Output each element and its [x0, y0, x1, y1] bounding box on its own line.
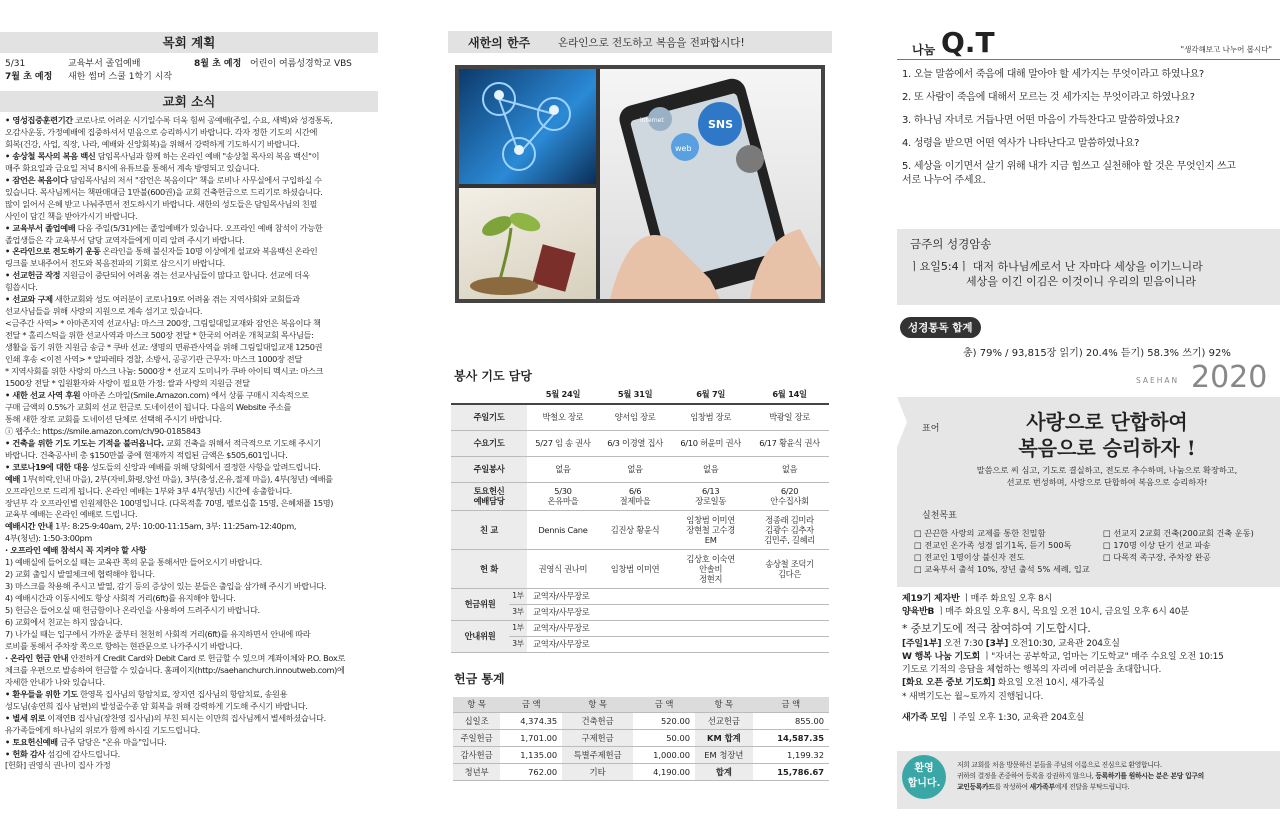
prayer-cell: 송상철 조덕기 김다은 — [750, 549, 829, 588]
info-line: * 새벽기도는 월~토까지 진행됩니다. — [902, 691, 1044, 702]
smartphone-photo — [600, 69, 821, 299]
qt-questions — [902, 68, 1236, 197]
part-label: 1부 — [509, 620, 527, 636]
offering-item: 주일헌금 — [453, 729, 500, 746]
news-line: 교육부 예배는 온라인 예배로 드립니다. — [5, 509, 138, 520]
news-line: 졸업생들은 각 교육부서 담당 교역자들에게 미리 알려 주시기 바랍니다. — [5, 234, 245, 245]
welcome-line: 교인등록카드를 작성하여 새가족부에게 전달을 부탁드립니다. — [957, 783, 1130, 791]
prayer-cell: 5/30 온유마을 — [527, 482, 599, 510]
welcome-line: 저희 교회를 처음 방문하신 분들을 주님의 이름으로 진심으로 환영합니다. — [957, 761, 1162, 769]
prayer-cell: 없음 — [599, 456, 671, 482]
news-line: 바랍니다. 건축공사비 총 $150만불 중에 현재까지 적립된 금액은 $505,601입니다. — [5, 449, 288, 460]
memory-verse-title: 금주의 성경암송 — [910, 237, 992, 251]
prayer-cell: 임창범 장로 — [671, 404, 750, 430]
welcome-text — [957, 760, 1204, 793]
news-line: 4부(청년): 1:50-3:00pm — [5, 533, 92, 544]
sprout-icon — [459, 188, 596, 299]
goal-item: □ 교육부서 출석 10%, 장년 출석 5% 세례, 입교 — [914, 564, 1090, 574]
goals-right — [1103, 527, 1254, 563]
news-line: 7) 나가실 때는 입구에서 가까운 줄부터 천천히 사회적 거리(6ft)를 유지하면서 안내에 따라 — [5, 628, 311, 639]
offering-amount: 14,587.35 — [753, 729, 829, 746]
left-column — [0, 0, 378, 817]
news-line: • 건축을 위한 기도 기도는 기적을 불러옵니다. 교회 건축을 위해서 적극적으로 기도해 주시기 — [5, 437, 321, 448]
offering-amount: 1,135.00 — [500, 746, 562, 763]
news-title: 교회 소식 — [0, 91, 378, 112]
offering-item: EM 청장년 — [695, 746, 753, 763]
offering-row — [453, 729, 829, 746]
prayer-cell: 6/6 절제마을 — [599, 482, 671, 510]
offering-amount: 1,701.00 — [500, 729, 562, 746]
info-line: 제19기 제자반 ㅣ매주 화요일 오후 8시 — [902, 594, 1053, 604]
news-line: 회복(건강, 사업, 직장, 나라, 예배와 신앙회복)을 위해서 강력하게 기도하시기 바랍니다. — [5, 138, 300, 149]
motto-line: 복음으로 승리하자 ! — [1018, 436, 1196, 460]
schedule — [0, 53, 378, 87]
right-column — [897, 0, 1280, 817]
prayer-cell: 6/20 안수집사회 — [750, 482, 829, 510]
news-line: * 지역사회를 위한 사랑의 마스크 나눔: 5000장 * 선교지 도미니카 쿠바 아이티 멕시코: 마스크 — [5, 366, 324, 377]
offering-row — [453, 746, 829, 763]
news-line: • 헌화 감사 섬김에 감사드립니다. — [5, 748, 120, 759]
staff-cell: 교역자/사무장로 — [527, 620, 829, 636]
welcome-line: 귀하의 결정을 존중하여 등록을 강권하지 않으나, 등록하기를 원하시는 분은 본당 입구의 — [957, 772, 1204, 780]
prayer-row-label: 수요기도 — [451, 430, 527, 456]
goal-item: □ 끈끈한 사랑의 교제를 통한 친밀함 — [914, 528, 1046, 538]
news-line: 성도님(송연희 집사 남편)의 발성골수종 암 회복을 위해 강력하게 기도해 주시기 바랍니다. — [5, 700, 308, 711]
goal-item: □ 선교지 2교회 건축(200교회 건축 운동) — [1103, 528, 1254, 538]
offer-committee-label: 헌금위원 — [451, 588, 509, 620]
motto-subtext — [937, 464, 1277, 488]
part-label: 1부 — [509, 588, 527, 604]
goal-item: □ 전교인 1명이상 불신자 전도 — [914, 552, 1025, 562]
offering-row — [453, 712, 829, 729]
hanju-photo — [455, 65, 825, 303]
news-line: 예배 1부(히락,인내 마을), 2부(자비,화평,양선 마을), 3부(충성,온유,절제 마을), 4부(청년) 예배를 — [5, 473, 333, 484]
schedule-item: 교육부서 졸업예배 — [68, 59, 141, 69]
goal-item: □ 170명 이상 단기 선교 파송 — [1103, 540, 1211, 550]
qt-title: Q.T — [941, 26, 995, 59]
news-line: 오감사운동, 가정예배에 집중하셔서 믿음으로 승리하시기 바랍니다. 각자 정한 기도의 시간에 — [5, 126, 318, 137]
offering-item: 건축헌금 — [562, 712, 633, 729]
welcome-badge — [902, 755, 946, 799]
news-line: 전달 * 홀리스틱을 위한 선교사역과 마스크 500장 전달 * 한국의 어려운 개척교회 목사님들: — [5, 330, 314, 341]
part-label: 3부 — [509, 604, 527, 620]
prayer-cell: 정종래 김미라 김광수 김추자 김민주, 길혜리 — [750, 510, 829, 549]
schedule-date: 8월 초 예정 — [194, 59, 242, 69]
news-line: 4) 예배시간과 이동시에도 항상 사회적 거리(6ft)를 유지해야 합니다. — [5, 593, 236, 604]
news-line: 예배시간 안내 1부: 8:25-9:40am, 2부: 10:00-11:15am, 3부: 11:25am-12:40pm, — [5, 521, 297, 532]
date-header: 6월 14일 — [750, 384, 829, 404]
info-line: [주일1부] 오전 7:30 [3부] 오전10:30, 교육관 204호실 — [902, 638, 1120, 649]
offer-head: 항 목 — [453, 697, 500, 712]
qt-header — [897, 26, 1280, 60]
prayer-cell: 김진상 황윤식 — [599, 510, 671, 549]
offer-head: 금 액 — [500, 697, 562, 712]
staff-cell: 교역자/사무장로 — [527, 636, 829, 652]
news-line: 구매 금액의 0.5%가 교회의 선교 헌금로 도네이션이 됩니다. 다음의 Website 주소를 — [5, 401, 292, 412]
offering-item: 십일조 — [453, 712, 500, 729]
motto-line: 사랑으로 단합하여 — [1026, 410, 1188, 434]
news-line: 유가족들에게 하나님의 위로가 함께 하시길 기도드립니다. — [5, 724, 200, 735]
prayer-row-label: 친 교 — [451, 510, 527, 549]
hanju-header — [448, 31, 832, 53]
prayer-cell: 6/17 황윤식 권사 — [750, 430, 829, 456]
internet-label: internet — [640, 117, 664, 124]
qt-question: 5. 세상을 이기면서 살기 위해 내가 지금 힘쓰고 실천해야 할 것은 무엇인지 쓰고 — [902, 161, 1236, 172]
practice-label: 실천목표 — [922, 511, 957, 521]
prayer-cell: 양서임 장로 — [599, 404, 671, 430]
offering-item: 청년부 — [453, 763, 500, 780]
news-line: • 토요헌신예배 금주 담당은 "온유 마을"입니다. — [5, 736, 167, 747]
info-line: 양육반B ㅣ매주 화요일 오후 8시, 목요일 오전 10시, 금요일 오후 6시 40분 — [902, 607, 1189, 618]
bible-sprout-photo — [459, 188, 596, 299]
news-line: • 선교헌금 작정 지원금이 중단되어 어려움 겪는 선교사님들이 많다고 합니다. 선교에 더욱 — [5, 270, 310, 281]
news-line: • 잠언은 복음이다 담임목사님의 저서 "잠언은 복음이다" 책을 로비나 사무실에서 구입하실 수 — [5, 174, 322, 185]
news-line: ⓘ 웹주소: https://smile.amazon.com/ch/90-0185843 — [5, 425, 201, 436]
news-line: 5) 헌금은 들어오실 때 헌금함이나 온라인을 사용하여 드려주시기 바랍니다. — [5, 605, 260, 616]
prayer-row-label: 주일봉사 — [451, 456, 527, 482]
offer-head: 금 액 — [753, 697, 829, 712]
prayer-row — [451, 404, 829, 430]
news-line: 2) 교회 출입시 발열체크에 협력해야 합니다. — [5, 569, 155, 580]
offering-table — [453, 697, 829, 781]
offering-amount: 4,374.35 — [500, 712, 562, 729]
offering-amount: 1,199.32 — [753, 746, 829, 763]
hanju-subtitle: 온라인으로 전도하고 복음을 전파합시다! — [558, 36, 745, 49]
news-line: 선교사님들을 위해 사랑의 지원으로 계속 섬기고 있습니다. — [5, 306, 203, 317]
prayer-cell: 권영식 권나미 — [527, 549, 599, 588]
smartphone-icon — [600, 69, 821, 299]
prayer-cell: 없음 — [750, 456, 829, 482]
usher-label: 안내위원 — [451, 620, 509, 652]
welcome-badge-line: 환영 — [914, 763, 934, 774]
qt-question: 3. 하나님 자녀로 거듭나면 어떤 마음이 가득찬다고 말씀하였나요? — [902, 115, 1180, 126]
qt-question-cont: 서로 나누어 주세요. — [902, 175, 986, 186]
prayer-cell: 임창범 이미연 장현철 고수경 EM — [671, 510, 750, 549]
offering-item: KM 합계 — [695, 729, 753, 746]
motto-arrow — [897, 397, 907, 447]
welcome-badge-line: 합니다. — [907, 778, 941, 789]
network-photo — [459, 69, 596, 184]
news-line: 사인이 담긴 책을 받아가시기 바랍니다. — [5, 210, 138, 221]
news-line: [헌화] 권영식 권나미 집사 가정 — [5, 760, 111, 771]
news-line: 매주 화요일과 금요일 저녁 8시에 유튜브를 통해서 계속 방영되고 있습니다. — [5, 162, 260, 173]
prayer-row — [451, 456, 829, 482]
info-line: [화요 오픈 중보 기도회] 화요일 오전 10시, 새가족실 — [902, 678, 1105, 689]
welcome-panel — [897, 751, 1280, 809]
offer-head: 항 목 — [695, 697, 753, 712]
news-line: • 선교와 구제 새한교회와 성도 여러분이 코로나19로 어려움 겪는 지역사회와 교회들과 — [5, 294, 300, 305]
user-network-icon — [459, 69, 596, 184]
prayer-cell: 없음 — [671, 456, 750, 482]
goals-left — [914, 527, 1090, 575]
hanju-title: 새한의 한주 — [468, 35, 531, 50]
motto-text — [1017, 409, 1197, 461]
news-line: • 온라인으로 전도하기 운동 온라인을 통해 불신자들 10명 이상에게 설교와 복음백신 온라인 — [5, 246, 318, 257]
brand-name: SAEHAN — [1136, 376, 1180, 385]
news-line: • 새한 선교 사역 후원 아마존 스마일(Smile.Amazon.com) 에서 상품 구매시 지속적으로 — [5, 389, 309, 400]
motto-label: 표어 — [922, 424, 940, 434]
staff-cell: 교역자/사무장로 — [527, 588, 829, 604]
news-line: 오프라인으로 드리게 됩니다. 온라인 예배는 1부와 3부 4부(청년) 시간에 송출합니다. — [5, 485, 292, 496]
middle-column — [448, 0, 832, 817]
web-label: web — [675, 144, 692, 153]
news-line: 힘씁시다. — [5, 282, 38, 293]
news-line: 3) 마스크를 착용해 주시고 발열, 감기 등의 증상이 있는 분들은 출입을 삼가해 주시기 바랍니다. — [5, 581, 327, 592]
prayer-cell: 6/10 허윤미 권사 — [671, 430, 750, 456]
info-block — [902, 593, 1224, 725]
news-line: • 영성집중훈련기간 코로나로 어려운 시기일수록 더욱 힘써 공예배(주일, 수요, 새벽)와 성경통독, — [5, 115, 333, 125]
part-label: 3부 — [509, 636, 527, 652]
news-line: 체크를 우편으로 발송하여 헌금할 수 있습니다. 홈페이지(http://saehanchurch.innoutweb.com)에 — [5, 664, 345, 675]
news-line: 로비를 통해서 주차장 쪽으로 향하는 현관문으로 나가주시기 바랍니다. — [5, 640, 243, 651]
news-line: 자세한 안내가 나와 있습니다. — [5, 676, 105, 687]
prayer-cell: 임창범 이미연 — [599, 549, 671, 588]
offering-amount: 1,000.00 — [633, 746, 695, 763]
motto-sub-line: 선교로 번성하며, 사랑으로 단합하여 복음으로 승리하자! — [1006, 477, 1208, 487]
date-header: 5월 24일 — [527, 384, 599, 404]
prayer-cell: 박철오 장로 — [527, 404, 599, 430]
offering-row — [453, 763, 829, 780]
news-line: • 별세 위로 이재연B 집사님(장찬영 집사님)의 부친 되시는 이만희 집사님께서 별세하셨습니다. — [5, 712, 326, 723]
news-line: 통해 새한 장로 교회를 도네이션 단체로 선택해 주시기 바랍니다. — [5, 413, 222, 424]
news-line: 1500장 전달 * 입원환자와 사랑이 필요한 가정: 쌀과 사랑의 지원금 전달 — [5, 377, 250, 388]
offering-amount: 855.00 — [753, 712, 829, 729]
news-line: 인쇄 후송 <이전 사역> * 알파레타 경찰, 소방서, 공공기관 근무자: 마스크 1000장 전달 — [5, 354, 302, 365]
news-line: <금주간 사역> * 아마존지역 선교사님: 마스크 200장, 그림일대일교재와 잠언은 복음이다 책 — [5, 318, 321, 329]
qt-label: 나눔 — [912, 43, 936, 57]
prayer-cell: 6/13 장로일동 — [671, 482, 750, 510]
prayer-row — [451, 549, 829, 588]
news-line: · 온라인 헌금 안내 안전하게 Credit Card와 Debit Card 로 헌금할 수 있으며 계좌이체와 P.O. Box로 — [5, 652, 345, 663]
prayer-cell: 없음 — [527, 456, 599, 482]
news-list — [0, 112, 378, 772]
news-line: 있습니다. 목사님께서는 책판매대금 1만불(600권)을 교회 건축헌금으로 드리기로 하셨습니다. — [5, 186, 323, 197]
offering-amount: 762.00 — [500, 763, 562, 780]
offering-amount: 50.00 — [633, 729, 695, 746]
offering-amount: 4,190.00 — [633, 763, 695, 780]
prayer-cell: 6/3 이경열 집사 — [599, 430, 671, 456]
offering-item: 특별주제헌금 — [562, 746, 633, 763]
reading-badge: 성경통독 합계 — [900, 317, 981, 338]
qt-question: 2. 또 사람이 죽음에 대해서 모르는 것 세가지는 무엇이라고 하였나요? — [902, 92, 1195, 103]
offering-amount: 520.00 — [633, 712, 695, 729]
offering-title: 헌금 통계 — [454, 672, 505, 686]
news-line: 링크를 보내주어서 전도와 복음전파의 기회로 삼으시기 바랍니다. — [5, 258, 225, 269]
info-line: W 행복 나눔 기도회 ㅣ"자녀는 공부학교, 엄마는 기도학교" 매주 수요일 오전 10:15 — [902, 651, 1224, 662]
news-line: • 송상철 목사의 복음 백신 담임목사님과 함께 하는 온라인 예배 "송상철 목사의 복음 백신"이 — [5, 150, 320, 161]
news-line: • 코로나19에 대한 대응 성도들의 신앙과 예배를 위해 당회에서 결정한 사항을 알려드립니다. — [5, 461, 321, 472]
schedule-date: 7월 초 예정 — [5, 72, 53, 82]
date-header: 6월 7일 — [671, 384, 750, 404]
prayer-cell: Dennis Cane — [527, 510, 599, 549]
goal-item: □ 전교인 온가족 성경 읽기1독, 듣기 500독 — [914, 540, 1072, 550]
verse-line: ㅣ요일5:4ㅣ 대저 하나님께로서 난 자마다 세상을 이기느니라 — [909, 260, 1203, 273]
brand-year: 2020 — [1191, 360, 1268, 395]
schedule-item: 새한 썸머 스쿨 1학기 시작 — [68, 72, 173, 82]
sns-label: SNS — [708, 118, 734, 131]
offering-item: 선교헌금 — [695, 712, 753, 729]
schedule-date: 5/31 — [5, 59, 26, 69]
info-line: 기도로 기적의 응답을 체험하는 행복의 자리에 여러분을 초대합니다. — [902, 665, 1162, 676]
news-line: 생활을 돕기 위한 지원금 송금 * 쿠바 선교: 생명의 면류관사역을 위해 그림일대일교재 1250권 — [5, 342, 323, 353]
prayer-cell: 김상호 이숙연 안솔비 정현지 — [671, 549, 750, 588]
offering-item: 기타 — [562, 763, 633, 780]
schedule-item: 어린이 여름성경학교 VBS — [250, 59, 352, 69]
prayer-row-label: 주일기도 — [451, 404, 527, 430]
news-line: • 환우들을 위한 기도 한영목 집사님의 항암치료, 장지연 집사님의 항암치료, 송원용 — [5, 688, 288, 699]
prayer-cell: 박광일 장로 — [750, 404, 829, 430]
news-line: 6) 교회에서 친교는 하지 않습니다. — [5, 617, 123, 628]
prayer-row-label: 토요헌신 예배담당 — [451, 482, 527, 510]
memory-verse-panel — [897, 229, 1280, 305]
prayer-row — [451, 510, 829, 549]
news-line: 많이 읽어서 은혜 받고 나눠주면서 전도하시기 바랍니다. 새한의 성도들은 담임목사님의 친필 — [5, 198, 318, 209]
memory-verse-text — [909, 259, 1203, 289]
staff-cell: 교역자/사무장로 — [527, 604, 829, 620]
goal-item: □ 다목적 족구장, 주차장 완공 — [1103, 552, 1211, 562]
date-header: 5월 31일 — [599, 384, 671, 404]
offering-amount: 15,786.67 — [753, 763, 829, 780]
prayer-row — [451, 430, 829, 456]
verse-line: 세상을 이긴 이김은 이것이니 우리의 믿음이니라 — [966, 275, 1197, 288]
offer-head: 항 목 — [562, 697, 633, 712]
offering-item: 구제헌금 — [562, 729, 633, 746]
news-line: 장년부 각 오프라인별 인원제한은 100명입니다. (다목적홀 70명, 펠로십홀 15명, 은혜채플 15명) — [5, 497, 334, 508]
motto-sub-line: 말씀으로 씨 심고, 기도로 결실하고, 전도로 추수하며, 나눔으로 확장하고, — [976, 465, 1238, 475]
info-line: * 중보기도에 적극 참여하여 기도합시다. — [902, 621, 1091, 635]
qt-question: 1. 오늘 말씀에서 죽음에 대해 말아야 할 세가지는 무엇이라고 하였나요? — [902, 69, 1204, 80]
qt-question: 4. 성령을 받으면 어떤 역사가 나타난다고 말씀하였나요? — [902, 138, 1140, 149]
offer-head: 금 액 — [633, 697, 695, 712]
news-line: • 교육부서 졸업예배 다음 주일(5/31)에는 졸업예배가 있습니다. 오프라인 예배 참석이 가능한 — [5, 222, 323, 233]
prayer-row — [451, 482, 829, 510]
prayer-title: 봉사 기도 담당 — [454, 369, 532, 383]
schedule-title: 목회 계획 — [0, 32, 378, 53]
prayer-cell: 5/27 임 송 권사 — [527, 430, 599, 456]
offering-item: 감사헌금 — [453, 746, 500, 763]
news-line: · 오프라인 예배 참석시 꼭 지켜야 할 사항 — [5, 545, 147, 556]
prayer-row-label: 헌 화 — [451, 549, 527, 588]
offering-item: 합계 — [695, 763, 753, 780]
news-line: 1) 예배실에 들어오실 때는 교육관 쪽의 문을 통해서만 들어오시기 바랍니다. — [5, 557, 263, 568]
motto-panel — [897, 397, 1280, 587]
reading-stats: 총) 79% / 93,815장 읽기) 20.4% 듣기) 58.3% 쓰기) 92% — [963, 348, 1231, 359]
info-line: 새가족 모임 ㅣ주일 오후 1:30, 교육관 204호실 — [902, 713, 1085, 724]
prayer-table — [451, 384, 829, 653]
qt-tagline: "생각해보고 나누어 봅시다" — [1180, 45, 1272, 54]
